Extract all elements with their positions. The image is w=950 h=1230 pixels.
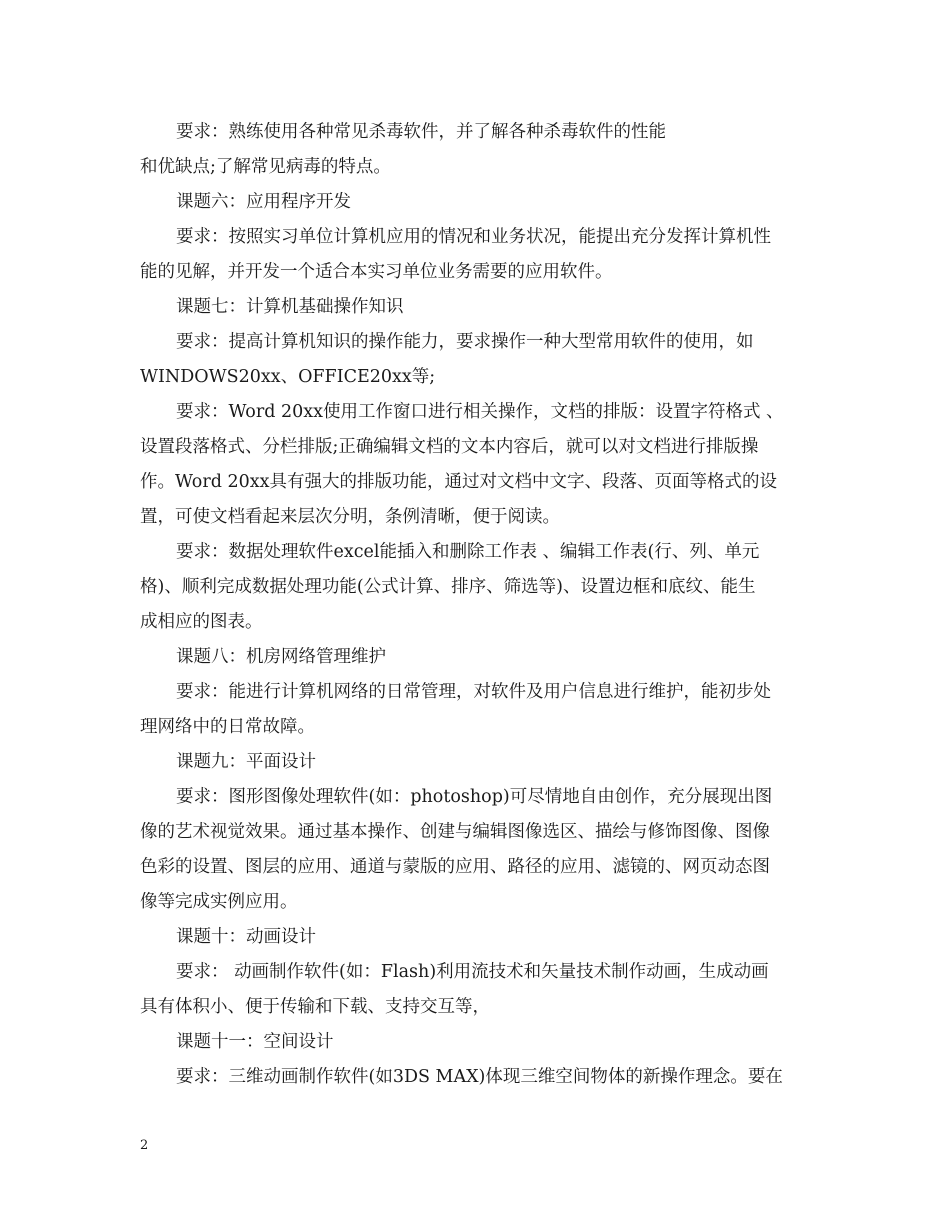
text-line: 具有体积小、便于传输和下载、支持交互等， bbox=[140, 997, 490, 1017]
text-line: 课题十一：空间设计 bbox=[176, 1032, 334, 1052]
text-line: 要求：三维动画制作软件(如3DS MAX)体现三维空间物体的新操作理念。要在 bbox=[176, 1067, 783, 1087]
paragraph bbox=[140, 185, 812, 220]
paragraph bbox=[140, 535, 812, 640]
text-line: 要求：能进行计算机网络的日常管理，对软件及用户信息进行维护，能初步处 bbox=[176, 682, 771, 702]
paragraph bbox=[140, 920, 812, 955]
paragraph bbox=[140, 780, 812, 920]
text-line: 课题七：计算机基础操作知识 bbox=[176, 297, 404, 317]
text-line: 课题八：机房网络管理维护 bbox=[176, 647, 386, 667]
text-line: 像的艺术视觉效果。通过基本操作、创建与编辑图像选区、描绘与修饰图像、图像 bbox=[140, 822, 770, 842]
paragraph bbox=[140, 1025, 812, 1060]
text-line: 课题六：应用程序开发 bbox=[176, 192, 351, 212]
text-line: 要求：Word 20xx使用工作窗口进行相关操作，文档的排版：设置字符格式 、 bbox=[176, 402, 784, 422]
text-line: 要求：数据处理软件excel能插入和删除工作表 、编辑工作表(行、列、单元 bbox=[176, 542, 760, 562]
text-line: 成相应的图表。 bbox=[140, 612, 263, 632]
text-line: 格)、顺利完成数据处理功能(公式计算、排序、筛选等)、设置边框和底纹、能生 bbox=[140, 577, 756, 597]
text-line: 色彩的设置、图层的应用、通道与蒙版的应用、路径的应用、滤镜的、网页动态图 bbox=[140, 857, 770, 877]
text-line: 要求：提高计算机知识的操作能力，要求操作一种大型常用软件的使用，如 bbox=[176, 332, 754, 352]
document-body bbox=[140, 115, 812, 1095]
paragraph bbox=[140, 675, 812, 745]
page-number: 2 bbox=[140, 1138, 149, 1153]
paragraph bbox=[140, 745, 812, 780]
text-line: 要求：按照实习单位计算机应用的情况和业务状况，能提出充分发挥计算机性 bbox=[176, 227, 771, 247]
text-line: 要求： 动画制作软件(如：Flash)利用流技术和矢量技术制作动画，生成动画 bbox=[176, 962, 769, 982]
text-line: WINDOWS20xx、OFFICE20xx等; bbox=[140, 367, 436, 387]
paragraph bbox=[140, 290, 812, 325]
paragraph bbox=[140, 955, 812, 1025]
text-line: 课题九：平面设计 bbox=[176, 752, 316, 772]
text-line: 课题十：动画设计 bbox=[176, 927, 316, 947]
paragraph bbox=[140, 640, 812, 675]
paragraph bbox=[140, 115, 812, 185]
text-line: 要求：熟练使用各种常见杀毒软件，并了解各种杀毒软件的性能 bbox=[176, 122, 666, 142]
text-line: 像等完成实例应用。 bbox=[140, 892, 298, 912]
text-line: 和优缺点;了解常见病毒的特点。 bbox=[140, 157, 391, 177]
paragraph bbox=[140, 325, 812, 395]
text-line: 能的见解，并开发一个适合本实习单位业务需要的应用软件。 bbox=[140, 262, 613, 282]
paragraph bbox=[140, 220, 812, 290]
text-line: 理网络中的日常故障。 bbox=[140, 717, 315, 737]
text-line: 设置段落格式、分栏排版;正确编辑文档的文本内容后，就可以对文档进行排版操 bbox=[140, 437, 759, 457]
text-line: 要求：图形图像处理软件(如：photoshop)可尽情地自由创作，充分展现出图 bbox=[176, 787, 773, 807]
paragraph bbox=[140, 395, 812, 535]
paragraph bbox=[140, 1060, 812, 1095]
text-line: 置，可使文档看起来层次分明，条例清晰，便于阅读。 bbox=[140, 507, 560, 527]
text-line: 作。Word 20xx具有强大的排版功能，通过对文档中文字、段落、页面等格式的设 bbox=[140, 472, 777, 492]
